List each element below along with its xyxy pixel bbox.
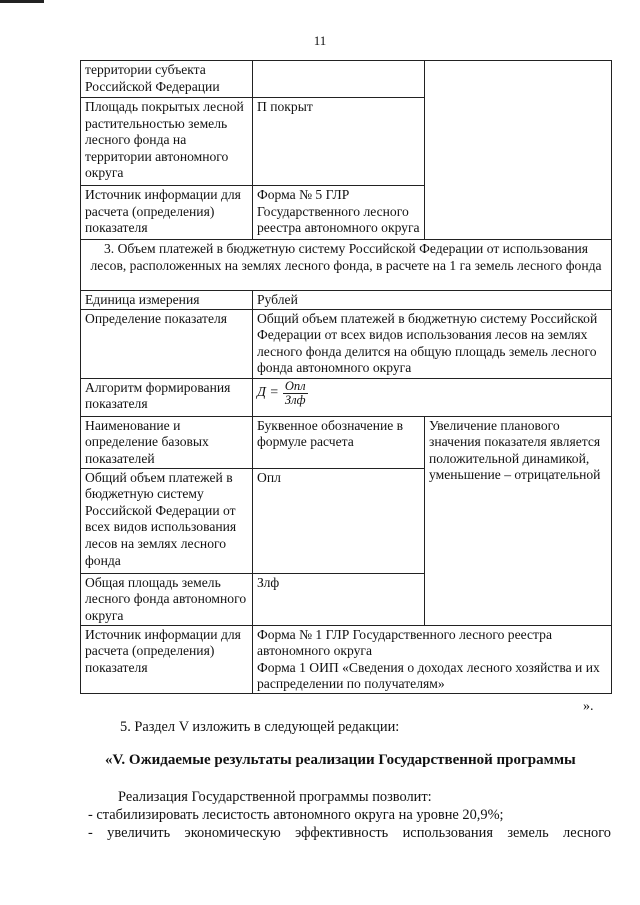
table-cell: Опл xyxy=(253,468,425,573)
table-cell xyxy=(425,61,612,240)
list-item: - стабилизировать лесистость автономного округа на уровне 20,9%; xyxy=(88,807,504,823)
list-item: - увеличить экономическую эффективность использования земель лесного xyxy=(88,825,611,841)
table-row xyxy=(81,625,612,693)
section-heading: «V. Ожидаемые результаты реализации Государственной программы xyxy=(105,752,576,768)
page-number: 11 xyxy=(313,33,327,48)
table-cell: территории субъекта Российской Федерации xyxy=(81,61,253,98)
table-row xyxy=(81,378,612,416)
formula-numerator: Опл xyxy=(284,378,306,393)
table-row xyxy=(81,416,612,468)
table-cell: Единица измерения xyxy=(81,291,253,310)
table-cell: Злф xyxy=(253,573,425,625)
table-cell: Источник информации для расчета (определения) показателя xyxy=(81,625,253,693)
table-cell: Рублей xyxy=(253,291,612,310)
table-cell: Наименование и определение базовых показателей xyxy=(81,416,253,468)
closing-quote: ». xyxy=(583,699,594,714)
table-cell: Увеличение планового значения показателя является положительной динамикой, уменьшение – отрицательной xyxy=(425,416,612,625)
table-cell: Алгоритм формирования показателя xyxy=(81,378,253,416)
table-cell: Определение показателя xyxy=(81,309,253,378)
table-cell: П покрыт xyxy=(253,98,425,186)
indicator-table xyxy=(80,60,612,694)
source-line: Форма № 1 ГЛР Государственного лесного реестра автономного округа xyxy=(257,626,552,659)
table-row xyxy=(81,291,612,310)
table-cell: Площадь покрытых лесной растительностью земель лесного фонда на территории автономного округа xyxy=(81,98,253,186)
table-cell: Общий объем платежей в бюджетную систему Российской Федерации от всех видов использования лесов на землях лесного фонда делится на общую площадь земель лесного фонда автономного округа xyxy=(253,309,612,378)
table-cell: Общая площадь земель лесного фонда автономного округа xyxy=(81,573,253,625)
section-title: 3. Объем платежей в бюджетную систему Российской Федерации от использования лесов, расположенных на землях лесного фонда, в расчете на 1 га земель лесного фонда xyxy=(81,240,612,291)
table-cell: Источник информации для расчета (определения) показателя xyxy=(81,186,253,240)
table-row xyxy=(81,61,612,98)
table-cell: Форма № 5 ГЛР Государственного лесного реестра автономного округа xyxy=(253,186,425,240)
table-cell xyxy=(253,61,425,98)
formula xyxy=(257,380,308,407)
formula-denominator: Злф xyxy=(284,392,306,407)
table-cell: Буквенное обозначение в формуле расчета xyxy=(253,416,425,468)
source-line: Форма 1 ОИП «Сведения о доходах лесного хозяйства и их распределении по получателям» xyxy=(257,659,600,692)
table-cell xyxy=(253,625,612,693)
table-row xyxy=(81,240,612,291)
formula-lhs: Д = xyxy=(257,384,279,400)
paragraph: 5. Раздел V изложить в следующей редакции: xyxy=(120,719,400,735)
table-cell: Общий объем платежей в бюджетную систему Российской Федерации от всех видов использования лесов на землях лесного фонда xyxy=(81,468,253,573)
scan-corner-mark xyxy=(0,0,44,3)
paragraph: Реализация Государственной программы позволит: xyxy=(118,789,432,805)
formula-cell xyxy=(253,378,612,416)
table-row xyxy=(81,309,612,378)
